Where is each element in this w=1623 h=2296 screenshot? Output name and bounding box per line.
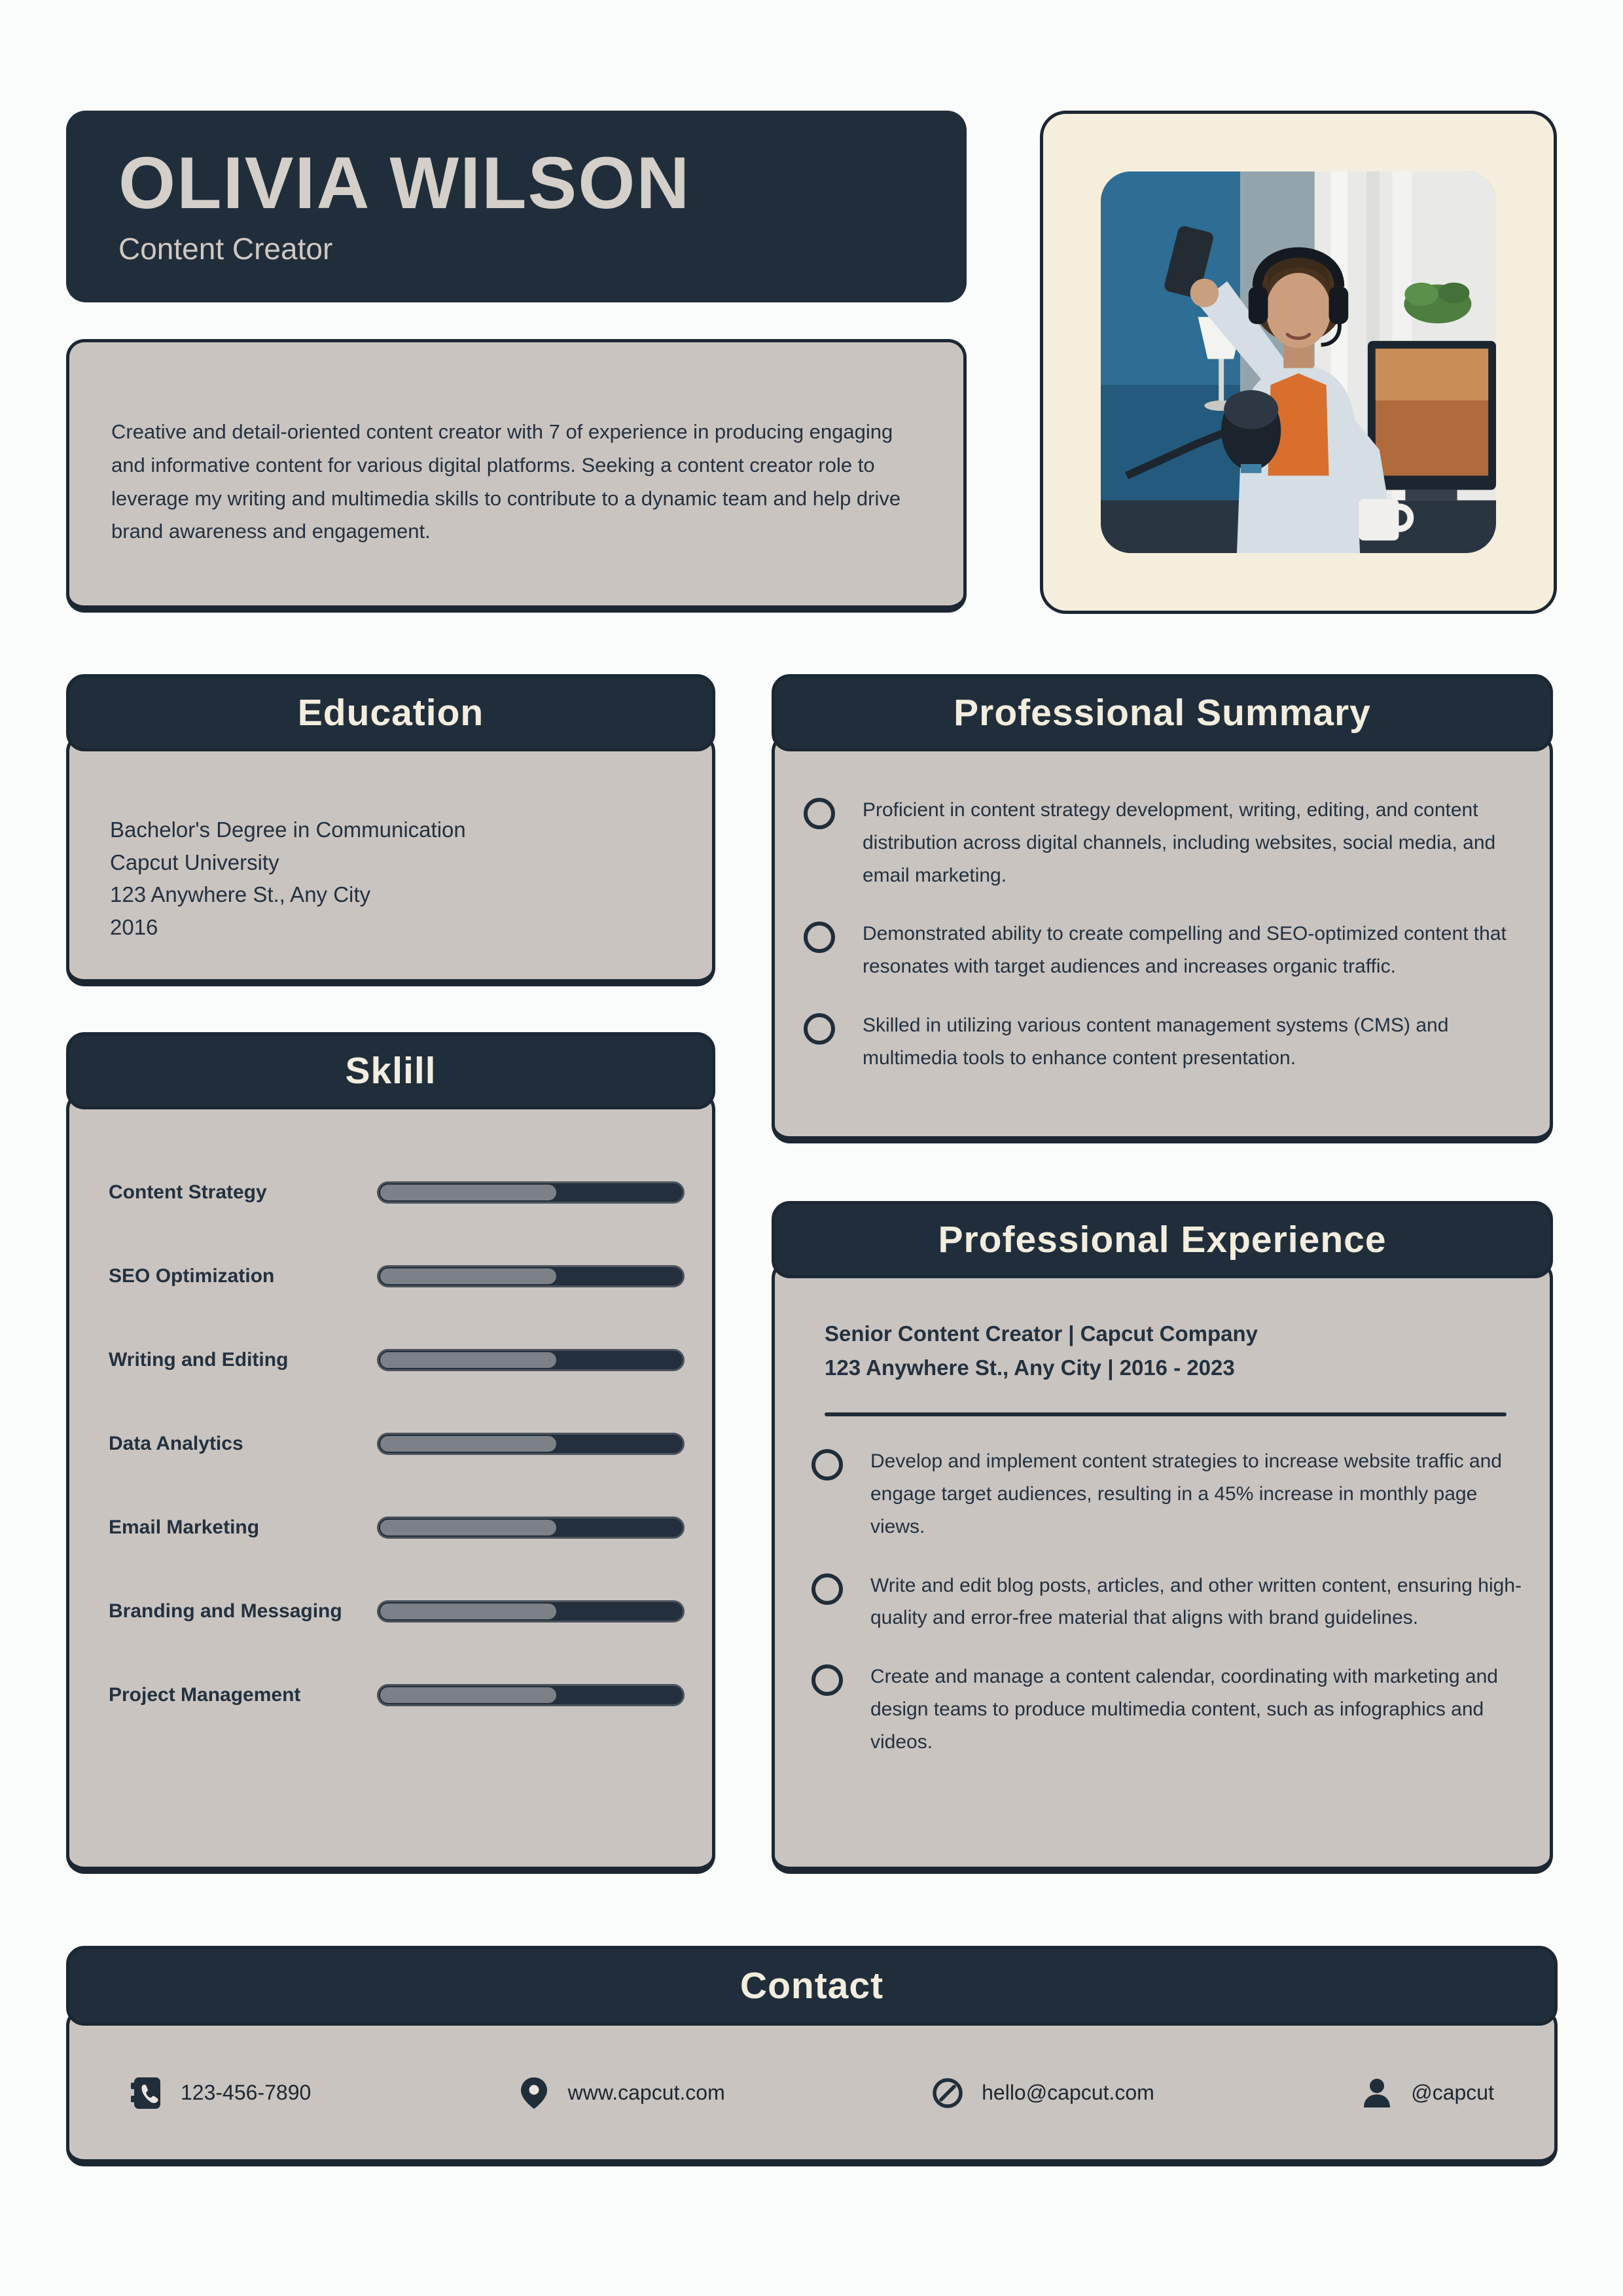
experience-heading: Professional Experience (938, 1219, 1387, 1261)
profile-photo-frame (1040, 111, 1557, 614)
professional-summary-body (772, 733, 1553, 1143)
summary-bullet (804, 1009, 1516, 1075)
skill-bar-fill (380, 1604, 556, 1619)
skill-label: Branding and Messaging (109, 1600, 342, 1622)
skill-bar (377, 1433, 685, 1455)
experience-role: Senior Content Creator | Capcut Company (825, 1321, 1258, 1346)
contact-item-website (517, 2076, 725, 2110)
contact-item-phone (130, 2076, 311, 2110)
experience-bullet-text: Write and edit blog posts, articles, and other written content, ensuring high-quality and error-free material that aligns with brand guidelines. (870, 1574, 1522, 1629)
education-address: 123 Anywhere St., Any City (110, 882, 371, 906)
contact-item-email (931, 2076, 1154, 2110)
contact-items (69, 2011, 1554, 2159)
education-section (66, 674, 715, 986)
circle-bullet-icon (804, 1013, 835, 1045)
circle-bullet-icon (804, 798, 835, 829)
circle-bullet-icon (812, 1449, 843, 1480)
circle-bullet-icon (812, 1573, 843, 1605)
skill-label: Project Management (109, 1684, 301, 1706)
skills-body (66, 1091, 715, 1874)
skills-section (66, 1032, 715, 1874)
skill-bar-fill (380, 1268, 556, 1284)
contact-header (66, 1946, 1558, 2026)
skill-row (109, 1234, 685, 1318)
education-school: Capcut University (110, 850, 279, 874)
name-header-card (66, 111, 967, 302)
professional-summary-section (772, 674, 1553, 1143)
skill-bar-fill (380, 1436, 556, 1452)
phone-icon (130, 2076, 164, 2110)
contact-social-label: @capcut (1411, 2081, 1494, 2104)
skill-label: Data Analytics (109, 1433, 243, 1454)
experience-bullet-text: Develop and implement content strategies to increase website traffic and engage target audiences, resulting in a 45% increase in monthly page views. (870, 1450, 1502, 1537)
education-heading: Education (297, 692, 484, 734)
skill-bar (377, 1181, 685, 1204)
plant (1404, 283, 1471, 323)
professional-summary-heading: Professional Summary (954, 692, 1371, 734)
experience-body (772, 1260, 1553, 1874)
circle-bullet-icon (812, 1664, 843, 1696)
experience-bullet (812, 1660, 1522, 1758)
skill-label: Writing and Editing (109, 1349, 289, 1371)
skill-row (109, 1653, 685, 1737)
experience-bullet-text: Create and manage a content calendar, coordinating with marketing and design teams to produce multimedia content, such as infographics and videos. (870, 1666, 1498, 1753)
skill-bar (377, 1684, 685, 1706)
skill-bar-fill (380, 1185, 556, 1200)
skill-bar (377, 1349, 685, 1371)
person-name: OLIVIA WILSON (118, 142, 691, 224)
education-header (66, 674, 715, 751)
summary-bullet-text: Proficient in content strategy development, writing, editing, and content distribution across digital channels, including websites, social media, and email marketing. (863, 799, 1496, 886)
contact-heading: Contact (740, 1965, 884, 2007)
divider (825, 1412, 1507, 1416)
circle-bullet-icon (804, 922, 835, 953)
education-body (66, 733, 715, 986)
profile-photo (1101, 171, 1496, 553)
experience-meta: 123 Anywhere St., Any City | 2016 - 2023 (825, 1355, 1235, 1380)
skill-row (109, 1318, 685, 1402)
skill-bar (377, 1516, 685, 1539)
profile-photo-illustration (1101, 171, 1496, 553)
intro-summary-text: Creative and detail-oriented content creator with 7 of experience in producing engaging and informative content for various digital platforms. Seeking a content creator role to leverage my writing and multimedia skills to contribute to a dynamic team and help drive brand awareness and engagement. (111, 420, 901, 543)
contact-item-social (1360, 2076, 1494, 2110)
skill-row (109, 1486, 685, 1570)
experience-bullet (812, 1570, 1522, 1635)
summary-bullet-text: Skilled in utilizing various content management systems (CMS) and multimedia tools to enhance content presentation. (863, 1014, 1449, 1069)
contact-website-label: www.capcut.com (567, 2081, 725, 2104)
education-year: 2016 (110, 914, 158, 939)
skill-bar-fill (380, 1352, 556, 1368)
intro-summary-card (66, 339, 967, 613)
user-icon (1360, 2076, 1394, 2110)
skill-row (109, 1570, 685, 1653)
skill-bar-fill (380, 1687, 556, 1703)
summary-bullet (804, 918, 1516, 983)
skill-bar-fill (380, 1520, 556, 1535)
monitor (1368, 341, 1496, 501)
skills-header (66, 1032, 715, 1109)
professional-summary-header (772, 674, 1553, 751)
summary-bullet (804, 794, 1516, 891)
summary-bullet-text: Demonstrated ability to create compelling and SEO-optimized content that resonates with target audiences and increases organic traffic. (863, 923, 1507, 978)
contact-body (66, 2007, 1558, 2166)
location-icon (517, 2076, 551, 2110)
link-icon (931, 2076, 965, 2110)
skill-label: Email Marketing (109, 1516, 260, 1538)
skills-heading: Sklill (345, 1050, 437, 1092)
experience-bullet (812, 1445, 1522, 1543)
person-role: Content Creator (118, 231, 333, 266)
skill-label: Content Strategy (109, 1181, 267, 1203)
skill-bar (377, 1600, 685, 1623)
contact-email-label: hello@capcut.com (982, 2081, 1154, 2104)
contact-section (66, 1946, 1558, 2166)
skill-bar (377, 1265, 685, 1287)
contact-phone-label: 123-456-7890 (181, 2081, 312, 2104)
skill-label: SEO Optimization (109, 1265, 275, 1287)
experience-header (772, 1201, 1553, 1278)
skill-row (109, 1151, 685, 1234)
education-degree: Bachelor's Degree in Communication (110, 817, 466, 842)
experience-section (772, 1201, 1553, 1874)
skill-row (109, 1402, 685, 1486)
